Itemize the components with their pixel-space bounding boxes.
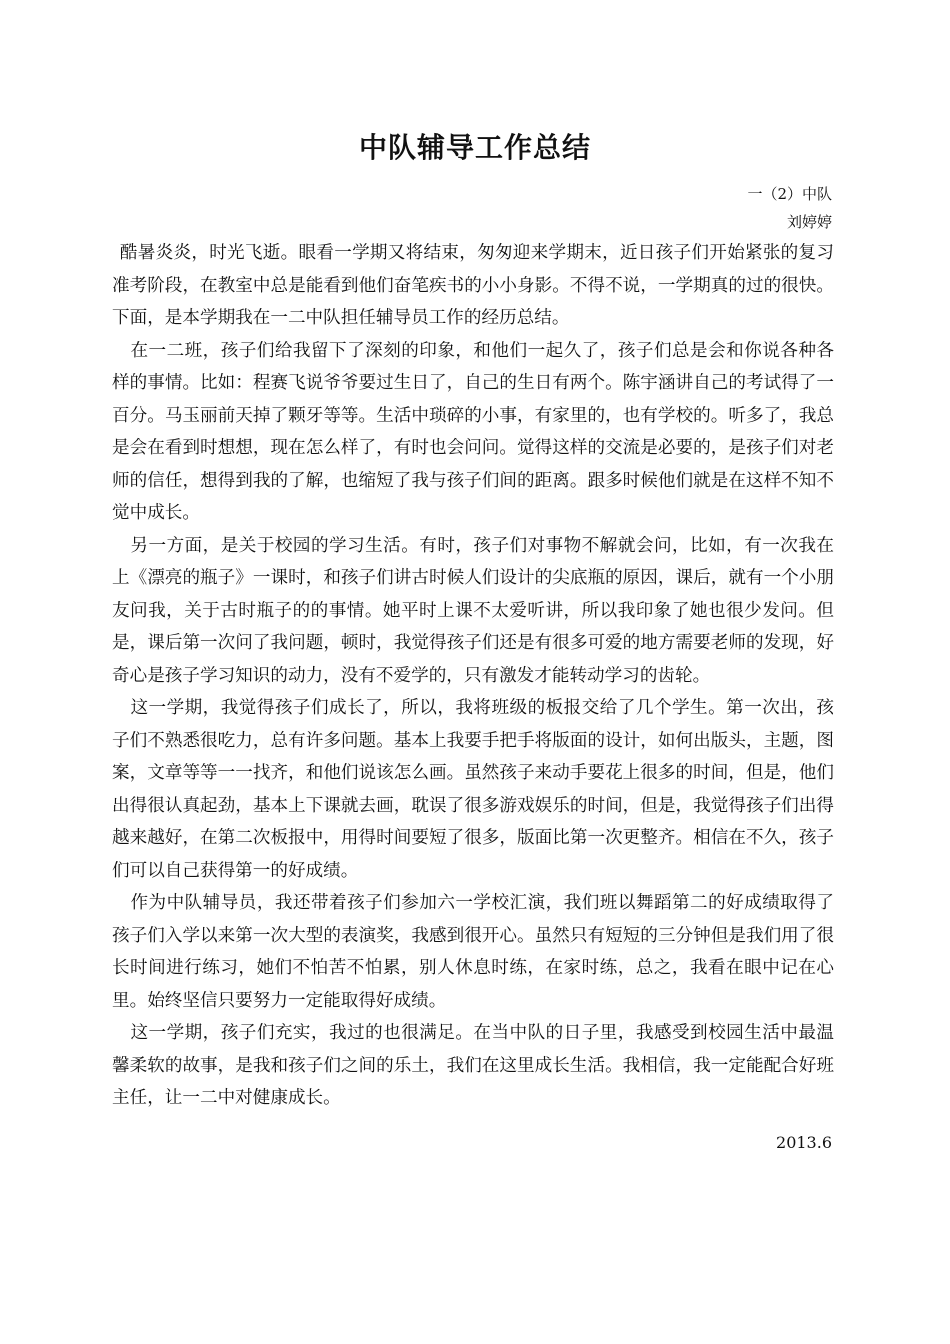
document-body — [112, 237, 834, 1115]
document-title: 中队辅导工作总结 — [358, 131, 591, 164]
author-name: 刘婷婷 — [786, 213, 832, 231]
paragraph: 在一二班，孩子们给我留下了深刻的印象，和他们一起久了，孩子们总是会和你说各种各样的事情。比如：程赛飞说爷爷要过生日了，自己的生日有两个。陈宇涵讲自己的考试得了一百分。马玉丽前天掉了颗牙等等。生活中琐碎的小事，有家里的，也有学校的。听多了，我总是会在看到时想想，现在怎么样了，有时也会问问。觉得这样的交流是必要的，是孩子们对老师的信任，想得到我的了解，也缩短了我与孩子们间的距离。跟多时候他们就是在这样不知不觉中成长。 — [112, 340, 834, 523]
paragraph: 酷暑炎炎，时光飞逝。眼看一学期又将结束，匆匆迎来学期末，近日孩子们开始紧张的复习准考阶段，在教室中总是能看到他们奋笔疾书的小小身影。不得不说，一学期真的过的很快。下面，是本学期我在一二中队担任辅导员工作的经历总结。 — [112, 243, 834, 328]
document-date: 2013.6 — [776, 1133, 832, 1152]
paragraph: 作为中队辅导员，我还带着孩子们参加六一学校汇演，我们班以舞蹈第二的好成绩取得了孩子们入学以来第一次大型的表演奖，我感到很开心。虽然只有短短的三分钟但是我们用了很长时间进行练习，她们不怕苦不怕累，别人休息时练，在家时练，总之，我看在眼中记在心里。始终坚信只要努力一定能取得好成绩。 — [112, 893, 834, 1011]
paragraph: 这一学期，孩子们充实，我过的也很满足。在当中队的日子里，我感受到校园生活中最温馨柔软的故事，是我和孩子们之间的乐土，我们在这里成长生活。我相信，我一定能配合好班主任，让一二中对健康成长。 — [112, 1023, 834, 1108]
paragraph: 另一方面，是关于校园的学习生活。有时，孩子们对事物不解就会问，比如，有一次我在上《漂亮的瓶子》一课时，和孩子们讲古时候人们设计的尖底瓶的原因，课后，就有一个小朋友问我，关于古时瓶子的的事情。她平时上课不太爱听讲，所以我印象了她也很少发问。但是，课后第一次问了我问题，顿时，我觉得孩子们还是有很多可爱的地方需要老师的发现，好奇心是孩子学习知识的动力，没有不爱学的，只有激发才能转动学习的齿轮。 — [112, 535, 834, 686]
squad-name: 一（2）中队 — [747, 185, 832, 203]
paragraph: 这一学期，我觉得孩子们成长了，所以，我将班级的板报交给了几个学生。第一次出，孩子们不熟悉很吃力，总有许多问题。基本上我要手把手将版面的设计，如何出版头，主题，图案，文章等等一一找齐，和他们说该怎么画。虽然孩子来动手要花上很多的时间，但是，他们出得很认真起劲，基本上下课就去画，耽误了很多游戏娱乐的时间，但是，我觉得孩子们出得越来越好，在第二次板报中，用得时间要短了很多，版面比第一次更整齐。相信在不久，孩子们可以自己获得第一的好成绩。 — [112, 698, 834, 881]
